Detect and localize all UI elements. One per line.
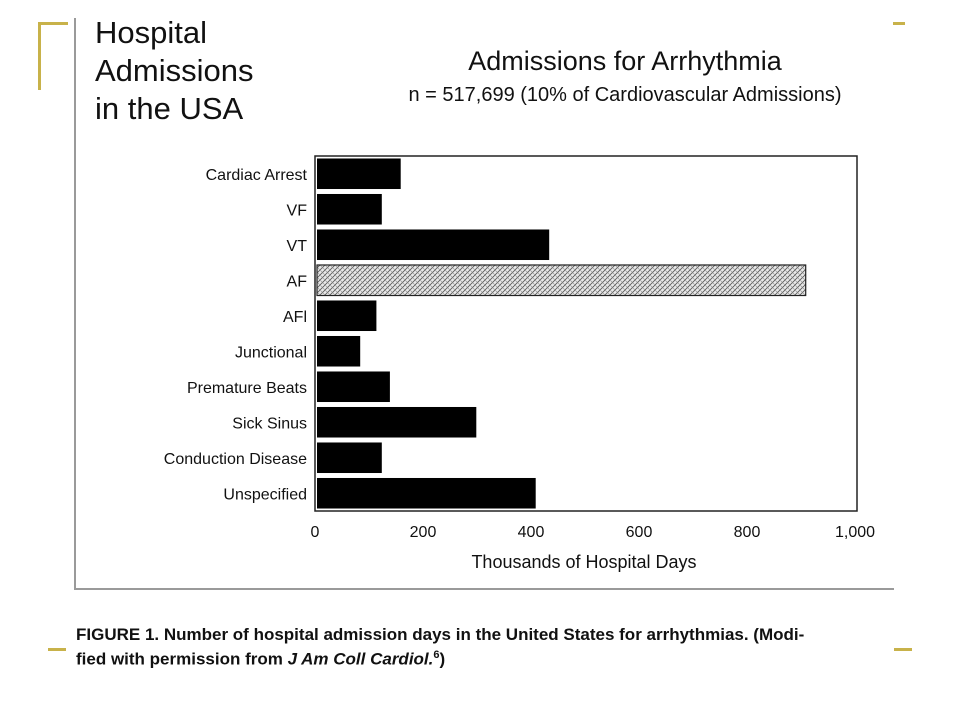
- plot-frame: [315, 156, 857, 511]
- bar-vt: [317, 229, 549, 260]
- x-tick-label: 200: [409, 524, 437, 541]
- bar-unspecified: [317, 478, 536, 509]
- slide-title-line: in the USA: [95, 91, 244, 126]
- bar-sick-sinus: [317, 407, 476, 438]
- bar-vf: [317, 194, 382, 225]
- x-axis-label: Thousands of Hospital Days: [471, 552, 697, 572]
- caption-journal: J Am Coll Cardiol.: [287, 649, 434, 669]
- figure-caption: [76, 625, 906, 670]
- category-label: Sick Sinus: [232, 415, 307, 433]
- x-axis-ticks: [311, 524, 876, 541]
- category-label: AF: [286, 273, 307, 291]
- caption-line-2: [76, 645, 906, 670]
- accent-dash-bottom-left: [48, 648, 66, 651]
- x-tick-label: 800: [733, 524, 761, 541]
- x-tick-label: 600: [625, 524, 653, 541]
- category-label: Unspecified: [223, 486, 307, 504]
- category-label: AFl: [283, 308, 307, 326]
- slide-title-line: Hospital: [95, 15, 207, 50]
- caption-reference: 6: [433, 649, 440, 661]
- x-tick-label: 0: [310, 524, 320, 541]
- caption-text: Number of hospital admission days in the United States for arrhythmias. (Modi-: [159, 625, 805, 644]
- category-label: Premature Beats: [186, 379, 307, 397]
- x-tick-label: 400: [517, 524, 545, 541]
- bar-conduction-disease: [317, 442, 382, 473]
- chart-title: Admissions for Arrhythmia: [468, 46, 782, 76]
- caption-figure-label: FIGURE 1.: [76, 625, 160, 644]
- caption-close: ): [439, 649, 446, 669]
- bar-junctional: [317, 336, 360, 367]
- bars-layer: [317, 158, 806, 508]
- category-label: Conduction Disease: [163, 450, 307, 468]
- bar-afl: [317, 300, 376, 331]
- category-label: Junctional: [234, 344, 307, 362]
- caption-line-1: [76, 625, 906, 645]
- chart-subtitle: n = 517,699 (10% of Cardiovascular Admissions): [408, 84, 842, 106]
- bar-premature-beats: [317, 371, 390, 402]
- category-label: Cardiac Arrest: [205, 166, 307, 184]
- category-label: VT: [286, 237, 307, 255]
- category-label: VF: [286, 202, 307, 220]
- slide-title-line: Admissions: [95, 53, 254, 88]
- x-tick-label: 1,000: [834, 524, 876, 541]
- bar-af: [317, 265, 806, 296]
- caption-prefix: fied with permission from: [76, 649, 288, 669]
- category-labels: [164, 167, 308, 504]
- bar-cardiac-arrest: [317, 158, 401, 189]
